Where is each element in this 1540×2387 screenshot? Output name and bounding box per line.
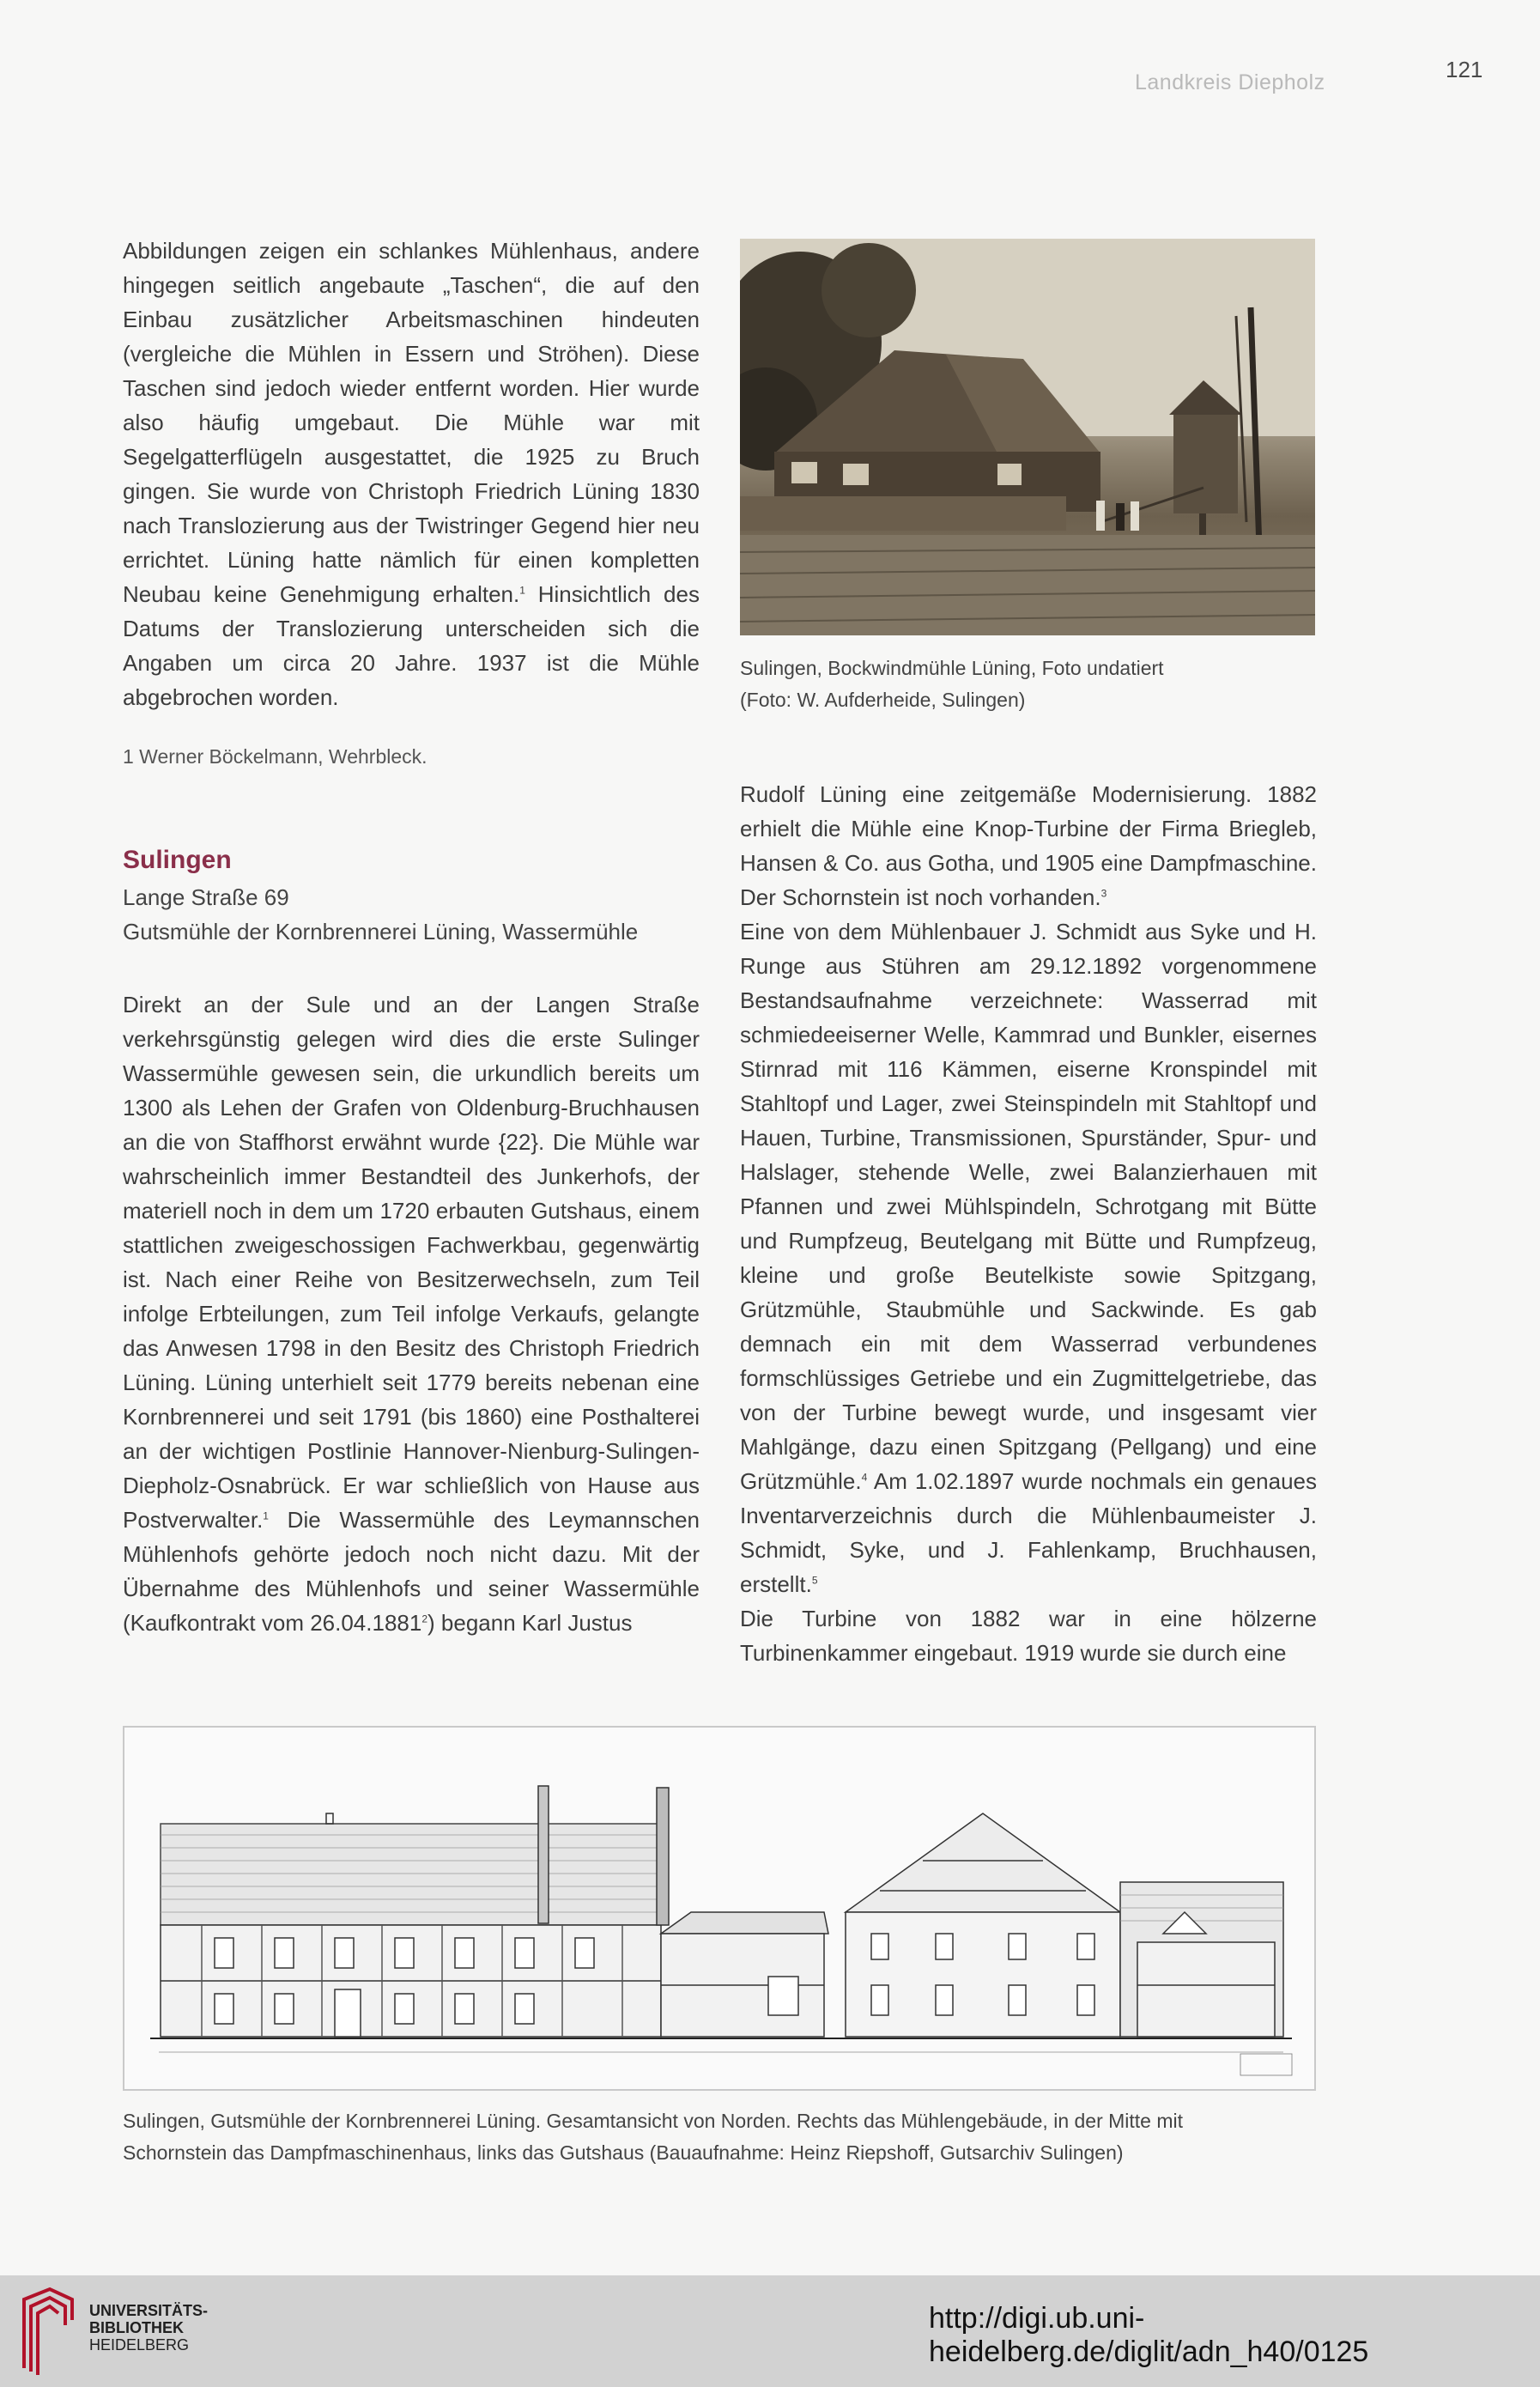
photo-caption-line1: Sulingen, Bockwindmühle Lüning, Foto undatiert (740, 657, 1164, 679)
right-main-part3: Am 1.02.1897 wurde nochmals ein genaues Inventarverzeichnis durch die Mühlenbaumeister J. Schmidt, Syke, und J. Fahlenkamp, Bruchhausen, erstellt. (740, 1468, 1317, 1597)
university-library-logo-icon (15, 2282, 81, 2378)
footnote-ref: 3 (1100, 887, 1107, 900)
library-name-line3: HEIDELBERG (89, 2336, 190, 2354)
footnote-ref: 2 (421, 1613, 428, 1625)
left-main-part2: Die Wassermühle des Leymannschen Mühlenhofs gehörte jedoch noch nicht dazu. Mit der Übernahme des Mühlenhofs und seiner Wassermühle (Kaufkontrakt vom 26.04.1881 (123, 1507, 700, 1636)
footnote-ref: 1 (263, 1509, 269, 1522)
right-main-paragraph (740, 777, 1317, 1670)
page-number: 121 (1446, 57, 1483, 82)
footnote-ref: 4 (861, 1471, 868, 1484)
left-top-text-2: Hinsichtlich des Datums der Translozierung unterscheiden sich die Angaben um circa 20 Jahre. 1937 ist die Mühle abgebrochen worden. (123, 581, 700, 710)
library-name-line1: UNIVERSITÄTS- (89, 2302, 209, 2319)
section-subtitle: Gutsmühle der Kornbrennerei Lüning, Wassermühle (123, 919, 639, 944)
running-title: Landkreis Diepholz (1135, 70, 1325, 94)
library-name (89, 2302, 208, 2354)
right-main-part2: Eine von dem Mühlenbauer J. Schmidt aus Syke und H. Runge aus Stühren am 29.12.1892 vorgenommene Bestandsaufnahme verzeichnete: Wasserrad mit schmiedeeiserner Welle, Kammrad und Bunkler, eisernes Stirnrad mit 116 Kämmen, eiserne Kronspindel mit Stahltopf und Lager, zwei Steinspindeln mit Stahltopf und Hauen, Turbine, Transmissionen, Spurständer, Spur- und Halslager, stehende Welle, zwei Balanzierhauen mit Pfannen und zwei Mühlspindeln, Schrotgang mit Bütte und Rumpfzeug, Beutelgang mit Bütte und Rumpfzeug, kleine und große Beutelkiste sowie Spitzgang, Grützmühle, Staubmühle und Sackwinde. Es gab demnach ein mit dem Wasserrad verbundenes formschlüssiges Getriebe und ein Zugmittelgetriebe, das von der Turbine bewegt wurde, und insgesamt vier Mahlgänge, dazu einen Spitzgang (Pellgang) und eine Grützmühle. (740, 919, 1317, 1494)
footnote-ref: 1 (519, 584, 525, 597)
elevation-drawing (123, 1726, 1316, 2091)
drawing-caption-line1: Sulingen, Gutsmühle der Kornbrennerei Lüning. Gesamtansicht von Norden. Rechts das Mühlengebäude, in der Mitte mit (123, 2110, 1184, 2132)
digital-source-url[interactable]: http://digi.ub.uni-heidelberg.de/diglit/adn_h40/0125 (929, 2302, 1369, 2368)
left-top-text: Abbildungen zeigen ein schlankes Mühlenhaus, andere hingegen seitlich angebaute „Taschen“, die auf den Einbau zusätzlicher Arbeitsmaschinen hindeuten (vergleiche die Mühlen in Essern und Ströhen). Diese Taschen sind jedoch wieder entfernt worden. Hier wurde also häufig umgebaut. Die Mühle war mit Segelgatterflügeln ausgestattet, die 1925 zu Bruch gingen. Sie wurde von Christoph Friedrich Lüning 1830 nach Translozierung aus der Twistringer Gegend hier neu errichtet. Lüning hatte nämlich für einen kompletten Neubau keine Genehmigung erhalten. (123, 238, 700, 607)
left-main-part1: Direkt an der Sule und an der Langen Straße verkehrsgünstig gelegen wird dies die erste Sulinger Wassermühle gewesen sein, die urkundlich bereits um 1300 als Lehen der Grafen von Oldenburg-Bruchhausen an die von Staffhorst erwähnt wurde {22}. Die Mühle war wahrscheinlich immer Bestandteil des Junkerhofs, der materiell noch in dem um 1720 erbauten Gutshaus, einem stattlichen zweigeschossigen Fachwerkbau, gegenwärtig ist. Nach einer Reihe von Besitzerwechseln, zum Teil infolge Erbteilungen, zum Teil infolge Verkaufs, gelangte das Anwesen 1798 in den Besitz des Christoph Friedrich Lüning. Lüning unterhielt seit 1779 bereits nebenan eine Kornbrennerei und seit 1791 (bis 1860) eine Posthalterei an der wichtigen Postlinie Hannover-Nienburg-Sulingen-Diepholz-Osnabrück. Er war schließlich von Hause aus Postverwalter. (123, 992, 700, 1533)
photo-caption-line2: (Foto: W. Aufderheide, Sulingen) (740, 689, 1026, 711)
left-top-paragraph (123, 234, 700, 714)
footnote-ref: 5 (811, 1574, 818, 1587)
section-address: Lange Straße 69 (123, 884, 289, 910)
drawing-caption (123, 2105, 1316, 2169)
right-main-part4: Die Turbine von 1882 war in eine hölzerne Turbinenkammer eingebaut. 1919 wurde sie durch eine (740, 1606, 1317, 1666)
library-name-line2: BIBLIOTHEK (89, 2319, 184, 2336)
left-main-part3: ) begann Karl Justus (427, 1610, 633, 1636)
photo-caption (740, 653, 1164, 716)
right-main-part1: Rudolf Lüning eine zeitgemäße Modernisierung. 1882 erhielt die Mühle eine Knop-Turbine der Firma Briegleb, Hansen & Co. aus Gotha, und 1905 eine Dampfmaschine. Der Schornstein ist noch vorhanden. (740, 781, 1317, 910)
drawing-caption-line2: Schornstein das Dampfmaschinenhaus, links das Gutshaus (Bauaufnahme: Heinz Riepshoff, Gutsarchiv Sulingen) (123, 2141, 1124, 2164)
footnote: 1 Werner Böckelmann, Wehrbleck. (123, 745, 427, 768)
section-heading: Sulingen (123, 846, 232, 874)
left-main-paragraph (123, 987, 700, 1640)
windmill-photo (740, 239, 1315, 635)
